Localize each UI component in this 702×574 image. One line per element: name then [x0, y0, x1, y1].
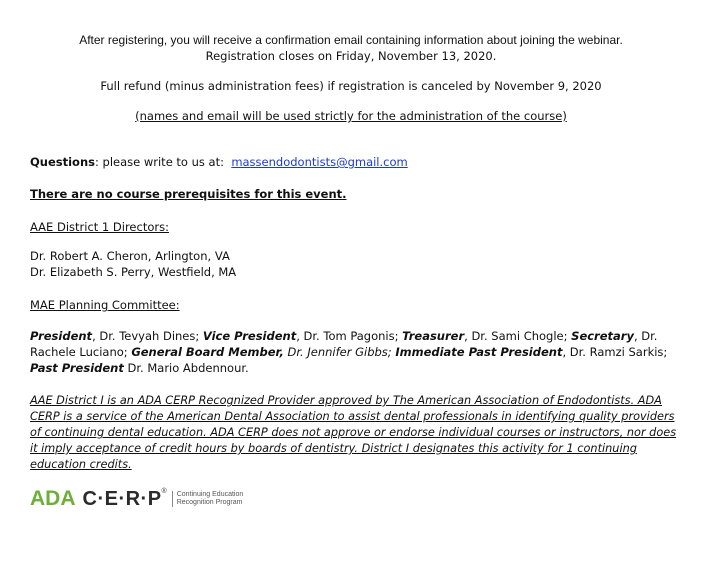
- role-vice-president: Vice President: [202, 329, 297, 343]
- name-treasurer: , Dr. Sami Chogle;: [464, 329, 572, 343]
- ada-cerp-notice: AAE District I is an ADA CERP Recognized Provider approved by The American Association of Endodontists. ADA CERP is a service of the American Dental Association to assist dental professionals in identifying quality providers of continuing dental education. ADA CERP does not approve or endorse individual courses or instructors, nor does it imply acceptance of credit hours by boards of dentistry. District I designates this activity for 1 continuing education credits.: [30, 394, 677, 471]
- questions-text: : please write to us at:: [94, 155, 232, 169]
- logo-cerp-text: C·E·R·P: [82, 487, 162, 510]
- questions-line: [30, 154, 408, 170]
- role-immediate-past-president: Immediate Past President: [395, 345, 563, 359]
- logo-subtitle-line-1: Continuing Education: [176, 491, 244, 498]
- role-secretary: Secretary: [571, 329, 634, 343]
- contact-email-link[interactable]: massendodontists@gmail.com: [231, 155, 408, 169]
- logo-subtitle-line-2: Recognition Program: [176, 499, 243, 506]
- committee-members: [30, 328, 675, 376]
- director-item: Dr. Elizabeth S. Perry, Westfield, MA: [30, 265, 237, 279]
- name-secretary: , Dr. Rachele Luciano;: [30, 329, 658, 359]
- name-general-board-member: Dr. Jennifer Gibbs;: [283, 345, 396, 359]
- prerequisites-note: There are no course prerequisites for this event.: [30, 187, 347, 201]
- directors-heading: AAE District 1 Directors:: [30, 220, 169, 234]
- privacy-note: (names and email will be used strictly for the administration of the course): [135, 109, 567, 123]
- logo-divider: [172, 491, 173, 507]
- name-vice-president: , Dr. Tom Pagonis;: [296, 329, 403, 343]
- role-general-board-member: General Board Member,: [131, 345, 284, 359]
- ada-cerp-logo: [30, 486, 243, 512]
- committee-heading: MAE Planning Committee:: [30, 298, 180, 312]
- refund-policy: Full refund (minus administration fees) if registration is canceled by November 9, 2020: [100, 79, 602, 93]
- role-treasurer: Treasurer: [402, 329, 465, 343]
- role-past-president: Past President: [30, 361, 124, 375]
- intro-line-1: After registering, you will receive a confirmation email containing information about joining the webinar.: [79, 33, 623, 47]
- questions-label: Questions: [30, 155, 95, 169]
- logo-registered-mark: ®: [161, 487, 167, 495]
- role-president: President: [30, 329, 93, 343]
- name-president: , Dr. Tevyah Dines;: [92, 329, 203, 343]
- name-immediate-past-president: , Dr. Ramzi Sarkis;: [562, 345, 668, 359]
- intro-line-2: Registration closes on Friday, November 13, 2020.: [205, 49, 497, 63]
- director-item: Dr. Robert A. Cheron, Arlington, VA: [30, 249, 230, 263]
- name-past-president: Dr. Mario Abdennour.: [123, 361, 249, 375]
- logo-subtitle: [177, 491, 244, 507]
- logo-ada-text: ADA: [30, 487, 76, 510]
